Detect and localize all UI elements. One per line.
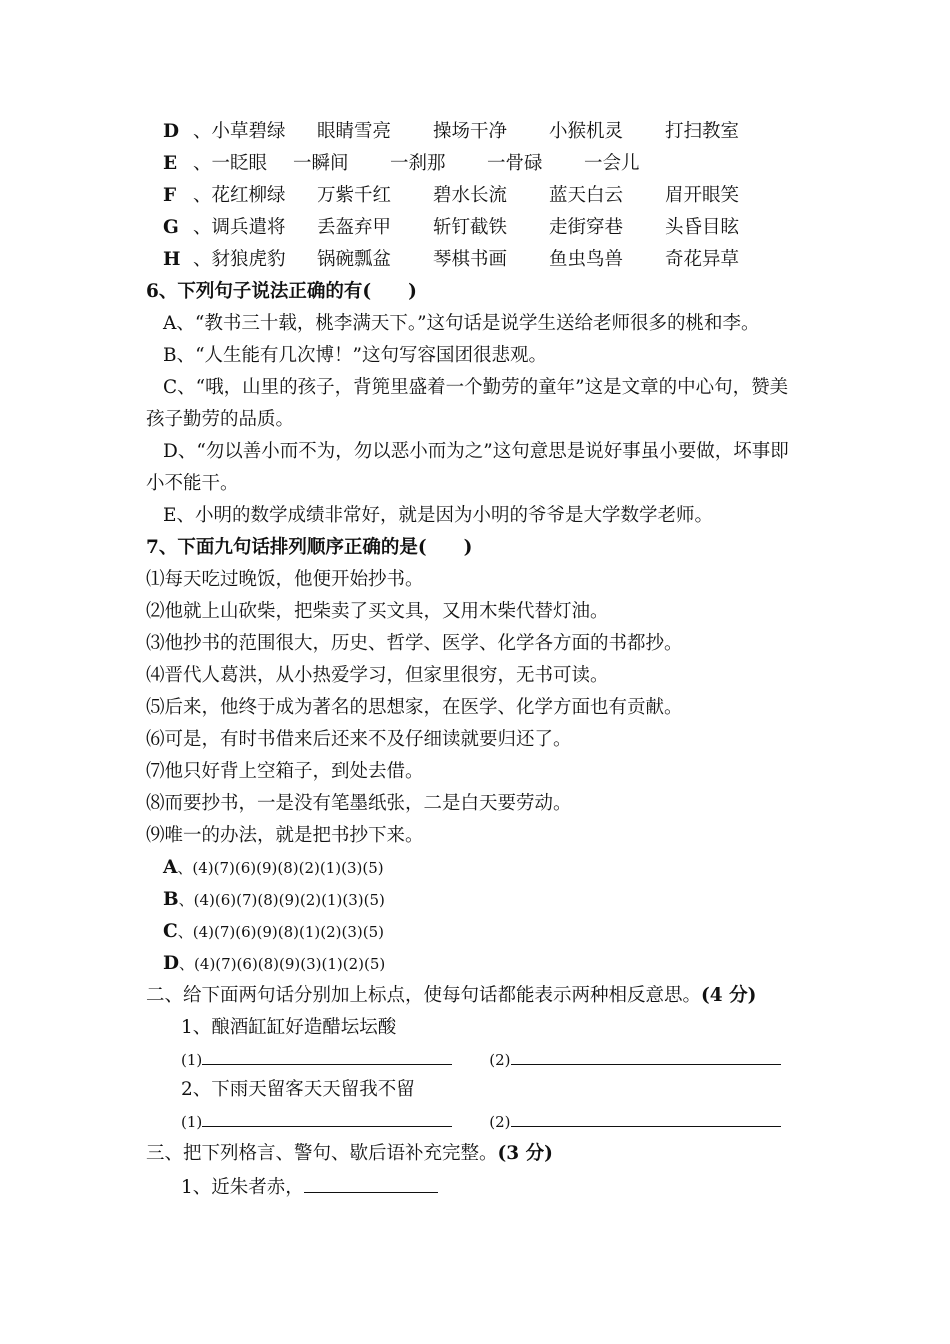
word: 蓝天白云 [549,185,624,206]
q7-sentence: ⑵他就上山砍柴，把柴卖了买文具，又用木柴代替灯油。 [146,601,609,622]
word: 操场干净 [433,121,508,142]
answer-blank[interactable] [202,1046,452,1065]
word: 一骨碌 [487,153,543,174]
word: 打扫教室 [665,121,740,142]
blank-label: (1) [181,1113,203,1131]
q6-option-e: E、小明的数学成绩非常好，就是因为小明的爷爷是大学数学老师。 [163,505,714,526]
q7-sentence: ⑼唯一的办法，就是把书抄下来。 [146,825,424,846]
word: 一刹那 [390,153,446,174]
section-3-title [146,1142,553,1166]
option-label: C [163,921,178,942]
q7-option-c [163,920,384,944]
option-label: E [163,153,178,174]
answer-blanks-row [181,1046,781,1072]
q6-option-d-line1: D、“勿以善小而不为，勿以恶小而为之”这句意思是说好事虽小要做，坏事即 [163,441,789,462]
answer-blank[interactable] [202,1108,452,1127]
word: 锅碗瓢盆 [317,249,392,270]
q7-sentence: ⑴每天吃过晚饭，他便开始抄书。 [146,569,424,590]
answer-blank[interactable] [304,1174,438,1193]
q6-option-d-line2: 小不能干。 [146,473,239,494]
word: 琴棋书画 [433,249,508,270]
section-2-title [146,984,756,1008]
word: 一瞬间 [293,153,349,174]
option-label: D [163,953,180,974]
blank-label: (1) [181,1051,203,1069]
word: 小猴机灵 [549,121,624,142]
option-label: H [163,249,181,270]
q7-sentence: ⑸后来，他终于成为著名的思想家，在医学、化学方面也有贡献。 [146,697,683,718]
blank-label: (2) [489,1113,511,1131]
section-2-item-2: 2、下雨天留客天天留我不留 [181,1079,415,1100]
option-text: 、(4)(7)(6)(9)(8)(2)(1)(3)(5) [177,859,384,877]
answer-blank[interactable] [511,1108,781,1127]
section-2-item-1: 1、酿酒缸缸好造醋坛坛酸 [181,1017,397,1038]
q7-sentence: ⑹可是，有时书借来后还来不及仔细读就要归还了。 [146,729,572,750]
word: 一会儿 [584,153,640,174]
option-label: A [163,857,178,878]
answer-blanks-row [181,1108,781,1134]
section-3-item-1 [181,1174,438,1200]
blank-label: (2) [489,1051,511,1069]
word: 走街穿巷 [549,217,624,238]
q6-option-c-line2: 孩子勤劳的品质。 [146,409,295,430]
q7-option-a [163,856,384,880]
q7-sentence: ⑺他只好背上空箱子，到处去借。 [146,761,424,782]
section-score: (3 分) [497,1143,553,1164]
q5-row-g [163,216,781,240]
option-label: G [163,217,179,238]
proverb-text: 1、近朱者赤， [181,1177,304,1198]
q5-row-d [163,120,781,144]
option-label: B [163,889,179,910]
q6-option-c-line1: C、“哦，山里的孩子，背篼里盛着一个勤劳的童年”这是文章的中心句，赞美 [163,377,789,398]
option-label: D [163,121,180,142]
word: 头昏目眩 [665,217,740,238]
q5-row-e [163,152,700,176]
q7-option-d [163,952,385,976]
option-label: F [163,185,177,206]
word: 丢盔弃甲 [317,217,392,238]
word: 碧水长流 [433,185,508,206]
option-text: 、(4)(6)(7)(8)(9)(2)(1)(3)(5) [178,891,385,909]
section-title-text: 三、把下列格言、警句、歇后语补充完整。 [146,1143,498,1164]
q6-option-b: B、“人生能有几次博！”这句写容国团很悲观。 [163,345,548,366]
option-text: 、(4)(7)(6)(9)(8)(1)(2)(3)(5) [177,923,384,941]
q7-option-b [163,888,385,912]
word: 、花红柳绿 [193,185,286,206]
word: 、一眨眼 [193,153,268,174]
q7-sentence: ⑷晋代人葛洪，从小热爱学习，但家里很穷，无书可读。 [146,665,609,686]
section-title-text: 二、给下面两句话分别加上标点，使每句话都能表示两种相反意思。 [146,985,702,1006]
q5-row-f [163,184,781,208]
q6-option-a: A、“教书三十载，桃李满天下。”这句话是说学生送给老师很多的桃和李。 [163,313,760,334]
q7-sentence: ⑶他抄书的范围很大，历史、哲学、医学、化学各方面的书都抄。 [146,633,683,654]
word: 、小草碧绿 [193,121,286,142]
q7-sentence: ⑻而要抄书，一是没有笔墨纸张，二是白天要劳动。 [146,793,572,814]
word: 眼睛雪亮 [317,121,392,142]
word: 斩钉截铁 [433,217,508,238]
question-7-title: 7、下面九句话排列顺序正确的是( ) [146,537,473,558]
section-score: (4 分) [701,985,757,1006]
question-6-title: 6、下列句子说法正确的有( ) [146,281,417,302]
word: 万紫千红 [317,185,392,206]
word: 鱼虫鸟兽 [549,249,624,270]
word: 、豺狼虎豹 [193,249,286,270]
word: 、调兵遣将 [193,217,286,238]
q5-row-h [163,248,781,272]
option-text: 、(4)(7)(6)(8)(9)(3)(1)(2)(5) [179,955,386,973]
word: 眉开眼笑 [665,185,740,206]
answer-blank[interactable] [511,1046,781,1065]
word: 奇花异草 [665,249,740,270]
